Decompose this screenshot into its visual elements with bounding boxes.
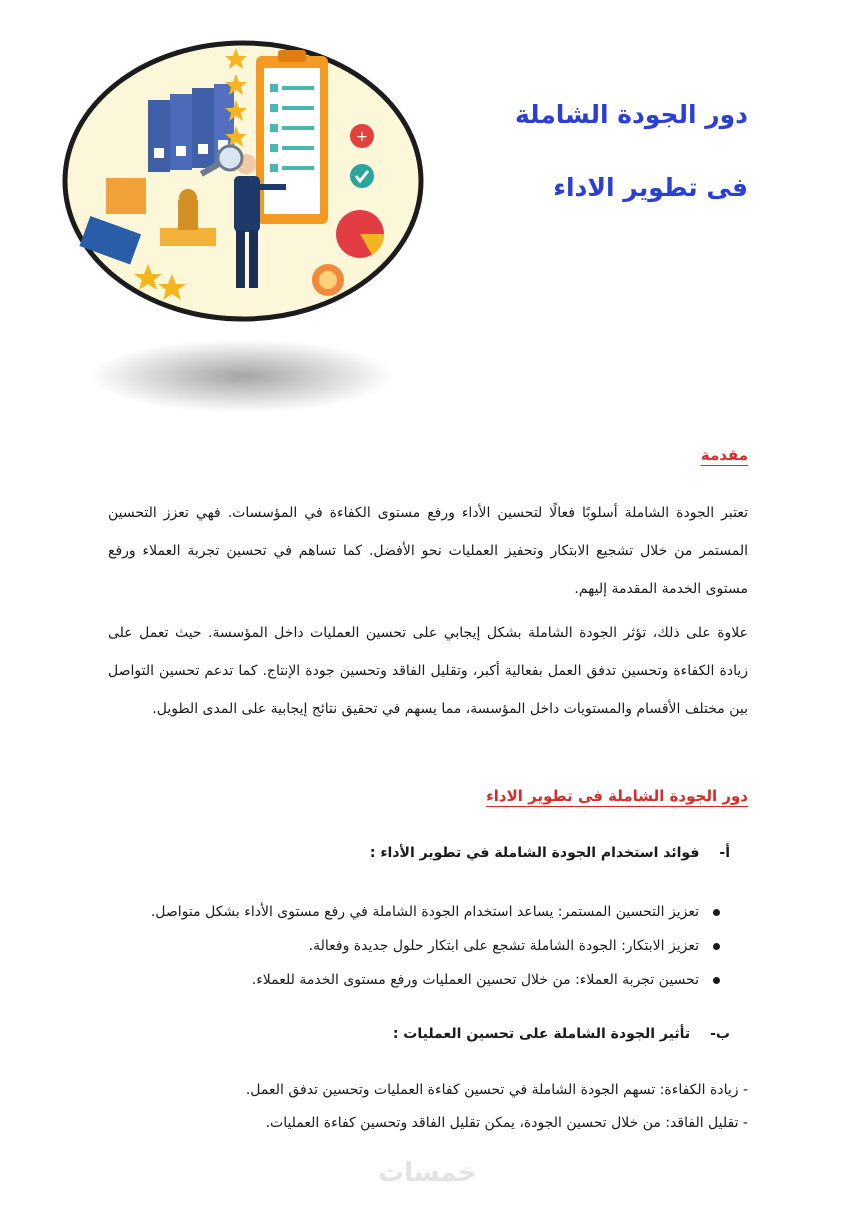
list-item: [151, 929, 720, 963]
svg-text:+: +: [356, 129, 368, 145]
watermark-logo: خمسات: [378, 1158, 477, 1188]
check-icon: [350, 164, 374, 188]
illustration-shadow: [92, 340, 392, 412]
page-subtitle: فى تطوير الاداء: [553, 173, 748, 202]
quality-illustration: [60, 38, 426, 324]
effect-line-1: - زيادة الكفاءة: تسهم الجودة الشاملة في تحسين كفاءة العمليات وتحسين تدفق العمل.: [245, 1082, 748, 1098]
box-icon: [106, 178, 146, 214]
intro-paragraph-1: تعتبر الجودة الشاملة أسلوبًا فعالًا لتحسين الأداء ورفع مستوى الكفاءة في المؤسسات. فهي تعزز التحسين المستمر من خلال تشجيع الابتكار وتحفيز العمليات نحو الأفضل. كما تساهم في تحسين تجربة العملاء ورفع مستوى الخدمة المقدمة إليهم.: [108, 505, 748, 597]
section-b-letter: ب-: [710, 1026, 730, 1042]
benefits-list: [151, 895, 720, 997]
section-b-heading: [393, 1026, 730, 1042]
bullet-icon: [713, 909, 720, 916]
bullet-icon: [713, 943, 720, 950]
intro-paragraph-2: علاوة على ذلك، تؤثر الجودة الشاملة بشكل إيجابي على تحسين العمليات داخل المؤسسة. حيث تعمل على زيادة الكفاءة وتحسين تدفق العمل بفعالية أكبر، وتقليل الفاقد وتحسين جودة الإنتاج. كما تدعم تحسين التواصل بين مختلف الأقسام والمستويات داخل المؤسسة، مما يسهم في تحقيق نتائج إيجابية على المدى الطويل.: [108, 625, 748, 717]
list-item: [151, 895, 720, 929]
list-item-text: تحسين تجربة العملاء: من خلال تحسين العمليات ورفع مستوى الخدمة للعملاء.: [251, 972, 699, 988]
section-b-title: تأثير الجودة الشاملة على تحسين العمليات :: [392, 1026, 691, 1042]
pie-chart-icon: [336, 210, 384, 258]
effect-line-2: - تقليل الفاقد: من خلال تحسين الجودة، يمكن تقليل الفاقد وتحسين كفاءة العمليات.: [265, 1115, 748, 1131]
section-a-letter: أ-: [719, 845, 730, 861]
clipboard-icon: [256, 50, 328, 224]
section-a-title: فوائد استخدام الجودة الشاملة في تطوير الأداء :: [369, 845, 700, 861]
medal-icon: [312, 264, 344, 296]
intro-heading: مقدمة: [700, 446, 748, 464]
role-heading: دور الجودة الشاملة فى تطوير الاداء: [486, 787, 748, 805]
list-item-text: تعزيز التحسين المستمر: يساعد استخدام الجودة الشاملة في رفع مستوى الأداء بشكل متواصل.: [150, 904, 699, 920]
list-item-text: تعزيز الابتكار: الجودة الشاملة تشجع على ابتكار حلول جديدة وفعالة.: [308, 938, 699, 954]
bullet-icon: [713, 977, 720, 984]
list-item: [151, 963, 720, 997]
section-a-heading: [370, 845, 730, 861]
page-title: دور الجودة الشاملة: [514, 100, 748, 129]
